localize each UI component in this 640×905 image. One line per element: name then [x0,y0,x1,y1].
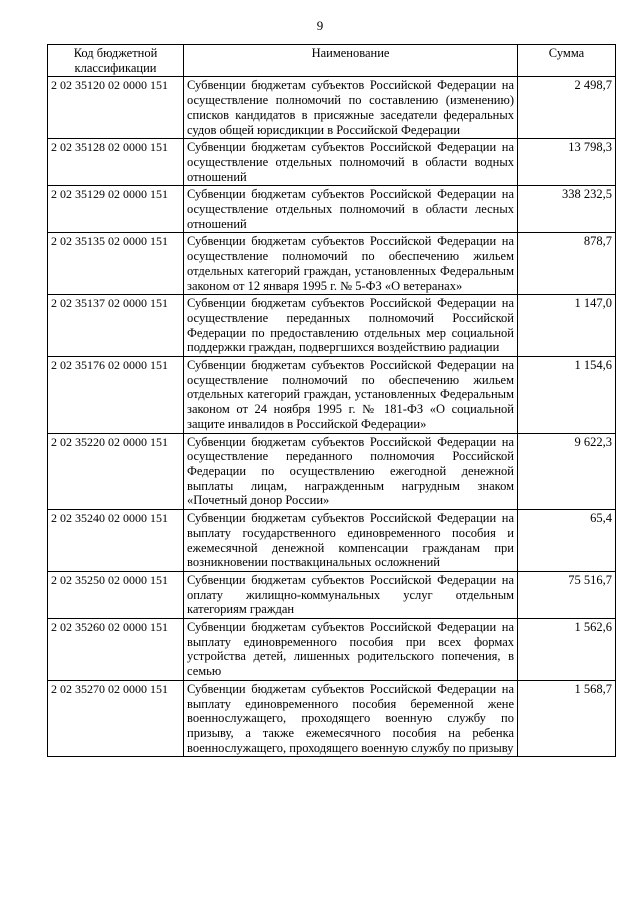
row-name: Субвенции бюджетам субъектов Российской Федерации на выплату единовременного пособия беременной жене военнослужащего, проходящего военную службу по призыву, а также ежемесячного пособия на ребенка военнослужащего, проходящего военную службу по призыву [184,680,518,757]
row-code: 2 02 35270 02 0000 151 [48,680,184,757]
table-row [48,619,616,681]
row-code: 2 02 35220 02 0000 151 [48,433,184,510]
row-sum: 2 498,7 [518,77,616,139]
header-sum: Сумма [518,45,616,77]
row-name: Субвенции бюджетам субъектов Российской Федерации на осуществление отдельных полномочий в области лесных отношений [184,186,518,233]
row-sum: 9 622,3 [518,433,616,510]
table-row [48,233,616,295]
table-row [48,77,616,139]
row-sum: 65,4 [518,510,616,572]
row-name: Субвенции бюджетам субъектов Российской Федерации на выплату единовременного пособия при всех формах устройства детей, лишенных родительского попечения, в семью [184,619,518,681]
row-code: 2 02 35250 02 0000 151 [48,571,184,618]
header-name: Наименование [184,45,518,77]
table-row [48,510,616,572]
row-sum: 878,7 [518,233,616,295]
header-code: Код бюджетной классификации [48,45,184,77]
row-sum: 75 516,7 [518,571,616,618]
table-header-row [48,45,616,77]
row-name: Субвенции бюджетам субъектов Российской Федерации на осуществление полномочий по составлению (изменению) списков кандидатов в присяжные заседатели федеральных судов общей юрисдикции в Российской Федерации [184,77,518,139]
row-name: Субвенции бюджетам субъектов Российской Федерации на осуществление переданных полномочий Российской Федерации по предоставлению отдельных мер социальной поддержки граждан, подвергшихся воздействию радиации [184,295,518,357]
row-code: 2 02 35120 02 0000 151 [48,77,184,139]
row-name: Субвенции бюджетам субъектов Российской Федерации на оплату жилищно-коммунальных услуг отдельным категориям граждан [184,571,518,618]
row-name: Субвенции бюджетам субъектов Российской Федерации на осуществление полномочий по обеспечению жильем отдельных категорий граждан, установленных Федеральным законом от 12 января 1995 г. № 5-ФЗ «О ветеранах» [184,233,518,295]
table-row [48,139,616,186]
budget-table [47,44,616,757]
row-sum: 1 154,6 [518,357,616,434]
row-sum: 1 562,6 [518,619,616,681]
row-sum: 1 568,7 [518,680,616,757]
table-row [48,357,616,434]
row-code: 2 02 35135 02 0000 151 [48,233,184,295]
row-code: 2 02 35129 02 0000 151 [48,186,184,233]
page-number: 9 [316,18,324,33]
table-row [48,571,616,618]
row-code: 2 02 35137 02 0000 151 [48,295,184,357]
row-name: Субвенции бюджетам субъектов Российской Федерации на осуществление отдельных полномочий в области водных отношений [184,139,518,186]
row-name: Субвенции бюджетам субъектов Российской Федерации на выплату государственного единовременного пособия и ежемесячной денежной компенсации гражданам при возникновении поствакцинальных осложнений [184,510,518,572]
row-code: 2 02 35176 02 0000 151 [48,357,184,434]
row-code: 2 02 35128 02 0000 151 [48,139,184,186]
row-name: Субвенции бюджетам субъектов Российской Федерации на осуществление переданного полномочия Российской Федерации по осуществлению ежегодной денежной выплаты лицам, награжденным нагрудным знаком «Почетный донор России» [184,433,518,510]
row-code: 2 02 35240 02 0000 151 [48,510,184,572]
row-sum: 338 232,5 [518,186,616,233]
table-row [48,680,616,757]
row-code: 2 02 35260 02 0000 151 [48,619,184,681]
row-name: Субвенции бюджетам субъектов Российской Федерации на осуществление полномочий по обеспечению жильем отдельных категорий граждан, установленных Федеральным законом от 24 ноября 1995 г. № 181-ФЗ «О социальной защите инвалидов в Российской Федерации» [184,357,518,434]
table-row [48,186,616,233]
row-sum: 13 798,3 [518,139,616,186]
table-row [48,433,616,510]
row-sum: 1 147,0 [518,295,616,357]
table-row [48,295,616,357]
